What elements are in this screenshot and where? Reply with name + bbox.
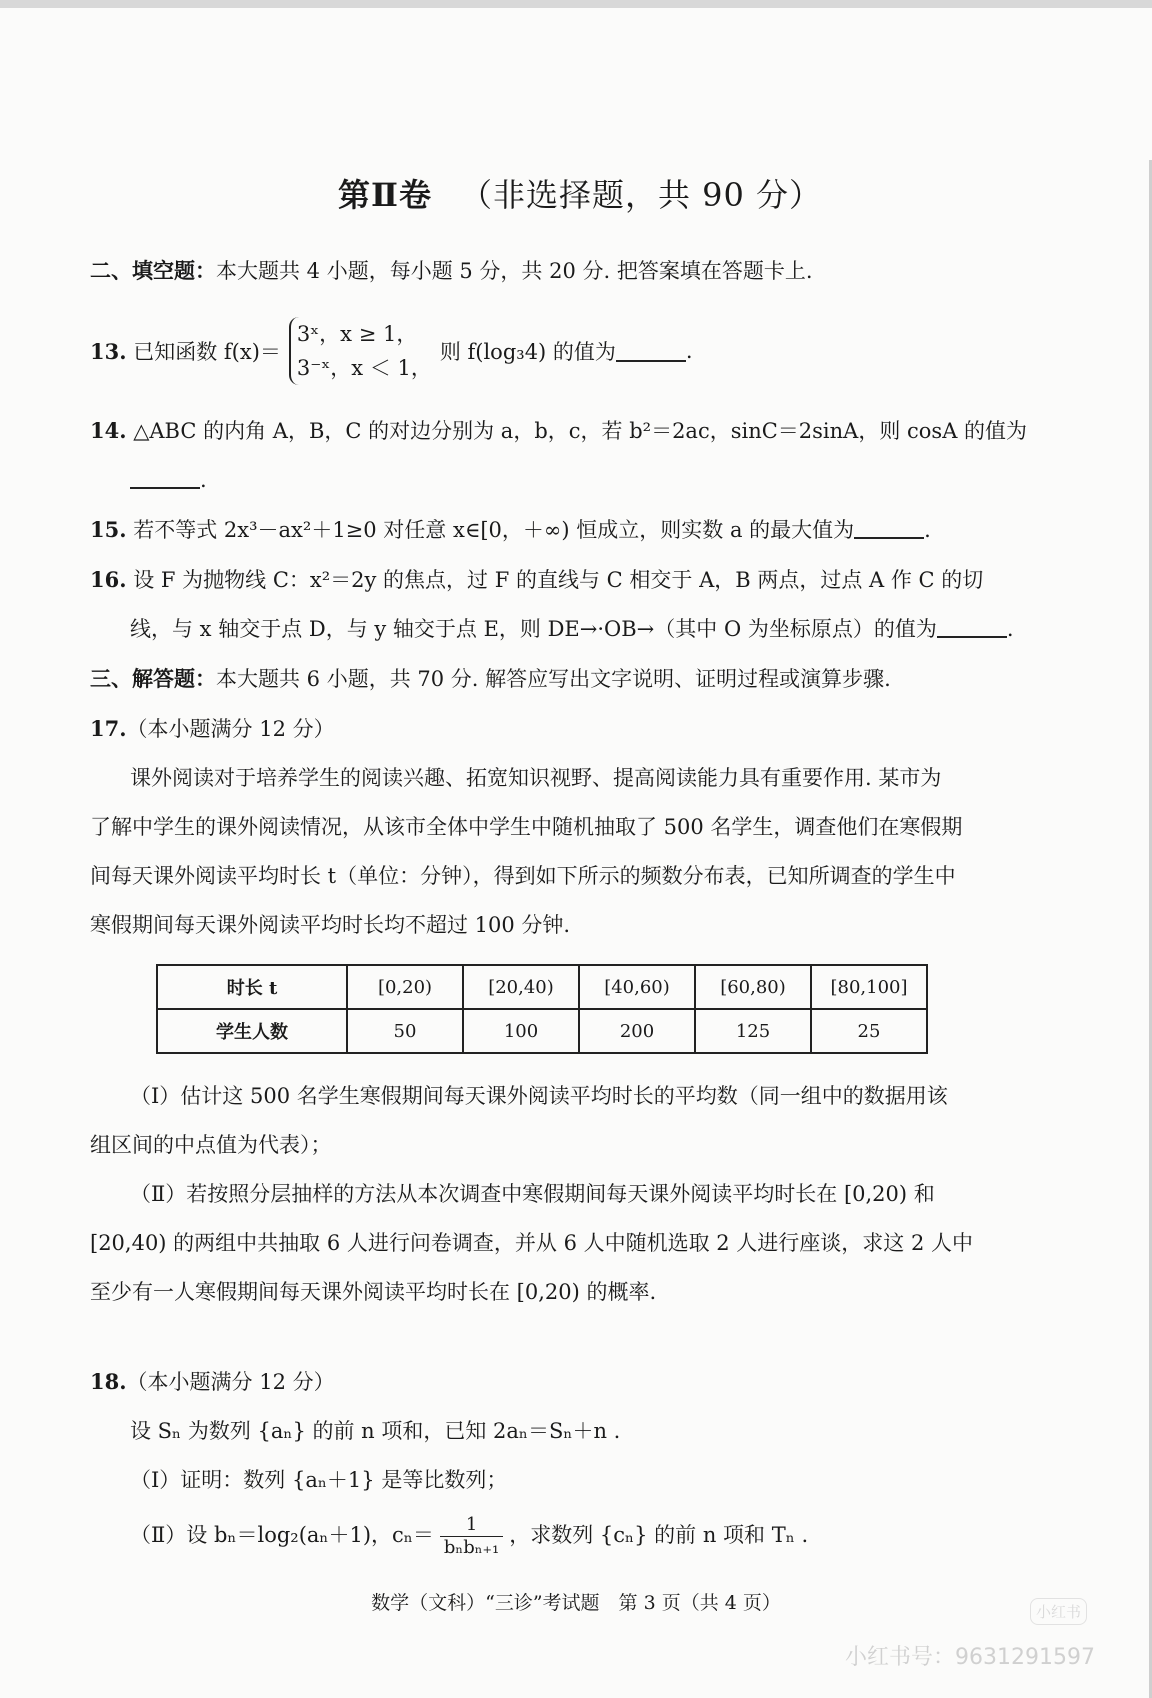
q18-part2: （Ⅱ）设 bₙ＝log₂(aₙ＋1)，cₙ＝ $\frac{1}{\text{bₙbₙ₊₁}}$ ，求数列 {cₙ} 的前 n 项和 Tₙ . bbox=[130, 1514, 809, 1558]
table-row bbox=[157, 1009, 927, 1053]
answer-blank bbox=[937, 616, 1007, 638]
table-header-count: 学生人数 bbox=[157, 1009, 347, 1053]
watermark-text: 小红书号：9631291597 bbox=[845, 1645, 1095, 1670]
table-cell: [80,100] bbox=[811, 965, 927, 1009]
table-cell: [20,40) bbox=[463, 965, 579, 1009]
question-16-line2: 线，与 x 轴交于点 D，与 y 轴交于点 E，则 DE→·OB→（其中 O 为坐标原点）的值为 . bbox=[130, 617, 1014, 641]
question-14-blank: . bbox=[90, 456, 1070, 505]
section2-header: 二、填空题：本大题共 4 小题，每小题 5 分，共 20 分. 把答案填在答题卡上. bbox=[90, 258, 813, 283]
question-16: 16. 设 F 为抛物线 C：x²＝2y 的焦点，过 F 的直线与 C 相交于 A，B 两点，过点 A 作 C 的切 bbox=[90, 567, 984, 592]
q17-part1-cont: 组区间的中点值为代表）； bbox=[90, 1133, 332, 1157]
question-18-header: 18.（本小题满分 12 分） bbox=[90, 1369, 335, 1394]
q17-part2-cont: [20,40) 的两组中共抽取 6 人进行问卷调查，并从 6 人中随机选取 2 人进行座谈，求这 2 人中 bbox=[90, 1231, 974, 1255]
part-title-main: 第Ⅱ卷 bbox=[337, 176, 432, 214]
question-14: 14. △ABC 的内角 A，B，C 的对边分别为 a，b，c，若 b²＝2ac，sinC＝2sinA，则 cosA 的值为 bbox=[90, 418, 1028, 443]
q17-paragraph: 寒假期间每天课外阅读平均时长均不超过 100 分钟. bbox=[90, 913, 571, 937]
watermark-logo: 小红书 bbox=[1030, 1598, 1087, 1625]
q17-paragraph: 课外阅读对于培养学生的阅读兴趣、拓宽知识视野、提高阅读能力具有重要作用. 某市为 bbox=[130, 766, 942, 790]
question-15: 15. 若不等式 2x³－ax²＋1≥0 对任意 x∈[0，＋∞) 恒成立，则实数 a 的最大值为 . bbox=[90, 517, 931, 542]
table-cell: 50 bbox=[347, 1009, 463, 1053]
piecewise-function: 3ˣ，x ≥ 1， 3⁻ˣ，x ＜ 1， bbox=[289, 317, 432, 385]
exam-page bbox=[90, 170, 1070, 1565]
table-cell: [0,20) bbox=[347, 965, 463, 1009]
frequency-table bbox=[156, 964, 928, 1054]
table-cell: 100 bbox=[463, 1009, 579, 1053]
table-cell: 200 bbox=[579, 1009, 695, 1053]
q17-part2-cont: 至少有一人寒假期间每天课外阅读平均时长在 [0,20) 的概率. bbox=[90, 1280, 657, 1304]
table-header-duration: 时长 t bbox=[157, 965, 347, 1009]
answer-blank bbox=[130, 467, 200, 489]
q17-paragraph: 间每天课外阅读平均时长 t（单位：分钟），得到如下所示的频数分布表，已知所调查的学生中 bbox=[90, 864, 956, 888]
q17-part2: （Ⅱ）若按照分层抽样的方法从本次调查中寒假期间每天课外阅读平均时长在 [0,20) 和 bbox=[130, 1182, 935, 1206]
answer-blank bbox=[616, 340, 686, 362]
q18-stem: 设 Sₙ 为数列 {aₙ} 的前 n 项和，已知 2aₙ＝Sₙ＋n . bbox=[130, 1419, 621, 1443]
page-footer: 数学（文科）“三诊”考试题 第 3 页（共 4 页） bbox=[371, 1592, 781, 1614]
top-edge bbox=[0, 0, 1152, 8]
part-title bbox=[90, 170, 1070, 216]
question-13: 13. 已知函数 f(x)＝ 3ˣ，x ≥ 1， 3⁻ˣ，x ＜ 1， 则 f(log₃4) 的值为 . bbox=[90, 296, 1070, 406]
section3-header: 三、解答题：本大题共 6 小题，共 70 分. 解答应写出文字说明、证明过程或演算步骤. bbox=[90, 666, 891, 691]
table-cell: [40,60) bbox=[579, 965, 695, 1009]
table-cell: 25 bbox=[811, 1009, 927, 1053]
part-title-sub: （非选择题，共 90 分） bbox=[459, 176, 823, 214]
q18-part1: （Ⅰ）证明：数列 {aₙ＋1} 是等比数列； bbox=[130, 1468, 508, 1492]
q17-part1: （Ⅰ）估计这 500 名学生寒假期间每天课外阅读平均时长的平均数（同一组中的数据用该 bbox=[130, 1084, 948, 1108]
question-17-header: 17.（本小题满分 12 分） bbox=[90, 716, 335, 741]
fraction: $\frac{1}{\text{bₙbₙ₊₁}}$ bbox=[440, 1514, 503, 1559]
table-cell: 125 bbox=[695, 1009, 811, 1053]
table-row bbox=[157, 965, 927, 1009]
table-cell: [60,80) bbox=[695, 965, 811, 1009]
q17-paragraph: 了解中学生的课外阅读情况，从该市全体中学生中随机抽取了 500 名学生，调查他们在寒假期 bbox=[90, 815, 963, 839]
answer-blank bbox=[854, 517, 924, 539]
